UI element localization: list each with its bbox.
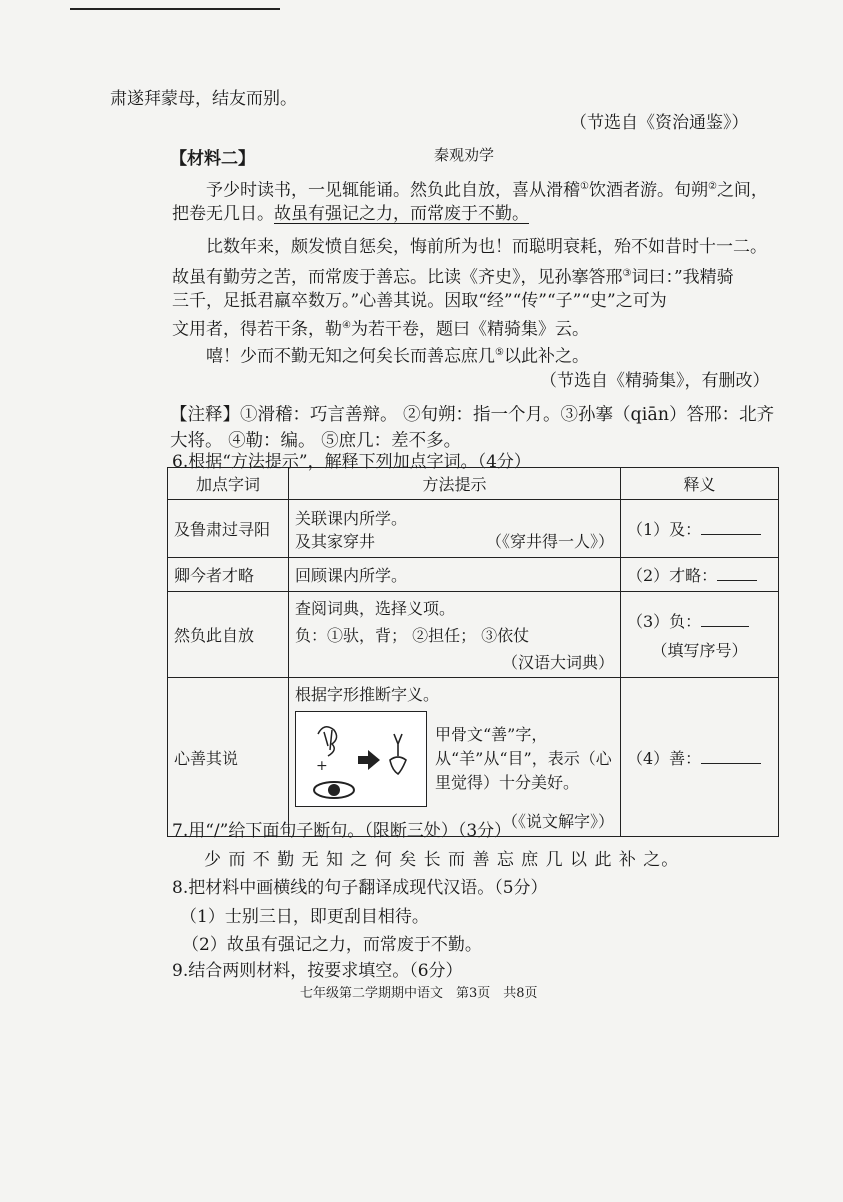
hint-cell: 根据字形推断字义。 + 甲骨文“善”字，从“羊”从“目”，表示（心里觉得）十分美好。 （《说文解字》）: [289, 678, 621, 837]
answer-blank[interactable]: [701, 749, 761, 764]
hint-cell: 回顾课内所学。: [289, 558, 621, 592]
m2-line-3: 比数年来，颇发愤自惩矣，悔前所为也！而聪明衰耗，殆不如昔时十一二。: [206, 237, 767, 257]
table-row: [168, 500, 779, 558]
answer-blank[interactable]: [701, 520, 761, 535]
material1-ending: 肃遂拜蒙母，结友而别。: [110, 89, 297, 109]
material2-tag: 【材料二】: [170, 149, 255, 169]
q8-item-1: （1）士别三日，即更刮目相待。: [180, 907, 429, 927]
table-row: [168, 678, 779, 837]
notes-line-2: 大将。 ④勒：编。 ⑤庶几：差不多。: [170, 431, 462, 451]
q6-stem: 6.根据“方法提示”，解释下列加点字词。（4分）: [172, 452, 531, 472]
answer-blank[interactable]: [701, 612, 749, 627]
oracle-bone-shan-image: [295, 711, 427, 807]
word-cell: 及鲁肃过寻阳: [168, 500, 289, 558]
svg-text:+: +: [316, 758, 328, 774]
m2-line-2: 把卷无几日。故虽有强记之力，而常废于不勤。: [172, 204, 529, 224]
q7-stem: 7.用“/”给下面句子断句。（限断三处）（3分）: [172, 821, 512, 841]
q7-text: 少 而 不 勤 无 知 之 何 矣 长 而 善 忘 庶 几 以 此 补 之。: [204, 850, 680, 870]
top-rule: [70, 8, 280, 10]
col-header-hint: 方法提示: [289, 468, 621, 500]
col-header-meaning: 释义: [621, 468, 779, 500]
q6-table: [167, 467, 779, 837]
answer-cell: （1）及：: [621, 500, 779, 558]
answer-cell: （2）才略：: [621, 558, 779, 592]
table-row: [168, 592, 779, 678]
oracle-explanation: 甲骨文“善”字，从“羊”从“目”，表示（心里觉得）十分美好。: [435, 725, 612, 792]
answer-cell: （4）善：: [621, 678, 779, 837]
m2-line-7: 嘻！少而不勤无知之何矣长而善忘庶几⑤以此补之。: [206, 346, 589, 367]
word-cell: 心善其说: [168, 678, 289, 837]
m2-line-6: 文用者，得若干条，勒④为若干卷，题曰《精骑集》云。: [172, 319, 589, 340]
m2-line-1: 予少时读书，一见辄能诵。然负此自放，喜从滑稽①饮酒者游。旬朔②之间，: [206, 180, 768, 201]
material1-source: （节选自《资治通鉴》）: [570, 113, 749, 133]
answer-blank[interactable]: [717, 566, 757, 581]
q8-stem: 8.把材料中画横线的句子翻译成现代汉语。（5分）: [172, 878, 548, 898]
col-header-word: 加点字词: [168, 468, 289, 500]
q9-stem: 9.结合两则材料，按要求填空。（6分）: [172, 961, 463, 981]
word-cell: 卿今者才略: [168, 558, 289, 592]
m2-line-4: 故虽有勤劳之苦，而常废于善忘。比读《齐史》，见孙搴答邢③词曰：”我精骑: [172, 267, 734, 288]
material2-source: （节选自《精骑集》，有删改）: [540, 371, 770, 391]
material2-title: 秦观劝学: [434, 146, 495, 164]
q8-item-2: （2）故虽有强记之力，而常废于不勤。: [182, 935, 482, 955]
notes-line-1: 【注释】①滑稽：巧言善辩。 ②旬朔：指一个月。③孙搴（qiān）答邢：北齐: [170, 405, 775, 425]
table-row: [168, 558, 779, 592]
hint-cell: 查阅词典，选择义项。 负：①驮，背； ②担任； ③依仗 （汉语大词典）: [289, 592, 621, 678]
hint-cell: 关联课内所学。 及其家穿井 （《穿井得一人》）: [289, 500, 621, 558]
answer-cell: （3）负： （填写序号）: [621, 592, 779, 678]
underlined-sentence: 故虽有强记之力，而常废于不勤。: [274, 204, 529, 224]
m2-line-5: 三千，足抵君羸卒数万。”心善其说。因取“经”“传”“子”“史”之可为: [172, 291, 667, 311]
page-footer: 七年级第二学期期中语文 第3页 共8页: [300, 986, 538, 1001]
word-cell: 然负此自放: [168, 592, 289, 678]
